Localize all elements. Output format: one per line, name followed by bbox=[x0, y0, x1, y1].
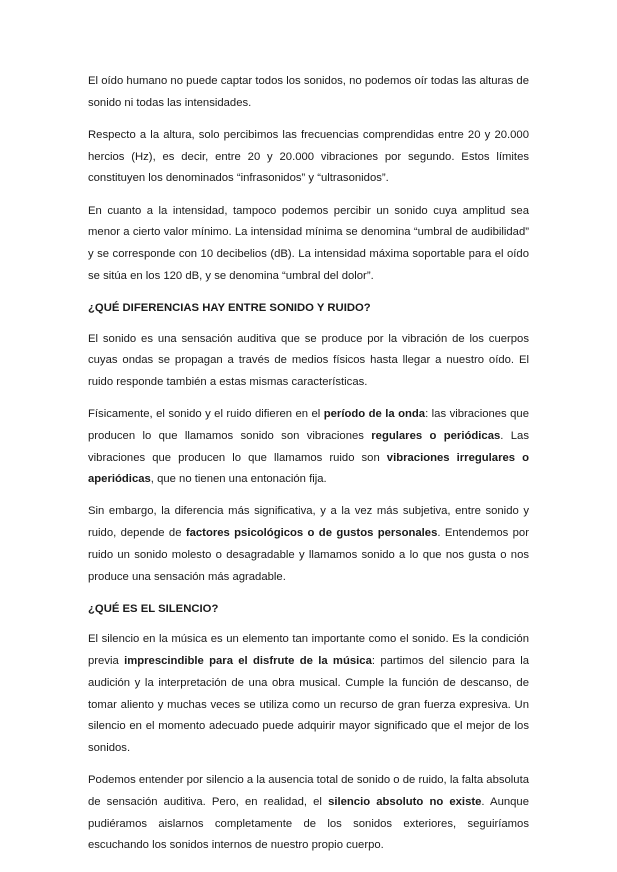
text-run: , que no tienen una entonación fija. bbox=[150, 473, 327, 486]
heading-silence: ¿QUÉ ES EL SILENCIO? bbox=[88, 602, 219, 615]
paragraph-silence-music bbox=[88, 629, 529, 759]
text-run: Sin embargo, la diferencia más significativa, y a la vez más subjetiva, entre sonido y ruido, depende de bbox=[88, 505, 529, 540]
paragraph-sound-definition: El sonido es una sensación auditiva que se produce por la vibración de los cuerpos cuyas ondas se propagan a través de medios físicos hasta llegar a nuestro oído. El ruido responde también a estas mismas características. bbox=[88, 332, 529, 388]
text-run: : las vibraciones que producen lo que llamamos sonido son vibraciones bbox=[88, 408, 529, 442]
text-run: . Entendemos por ruido un sonido molesto o desagradable y llamamos sonido a lo que nos gusta o nos produce una sensación más agradable. bbox=[88, 527, 529, 583]
text-run: . Las vibraciones que producen lo que llamamos ruido son bbox=[88, 429, 529, 464]
paragraph-frequency: Respecto a la altura, solo percibimos las frecuencias comprendidas entre 20 y 20.000 hercios (Hz), es decir, entre 20 y 20.000 vibraciones por segundo. Estos límites constituyen los denominados “infrasonidos” y “ultrasonidos”. bbox=[88, 128, 529, 185]
bold-text: período de la onda bbox=[323, 408, 426, 421]
paragraph-physical-difference bbox=[88, 404, 529, 491]
text-run: : partimos del silencio para la audición y la interpretación de una obra musical. Cumple la función de descanso, de tomar aliento y muchas veces se utiliza como un recurso de gran fuerza expresiva. Un silencio en el momento adecuado puede adquirir mayor significado que el mejor de los sonidos. bbox=[88, 655, 529, 754]
paragraph-intensity: En cuanto a la intensidad, tampoco podemos percibir un sonido cuya amplitud sea menor a cierto valor mínimo. La intensidad mínima se denomina “umbral de audibilidad” y se corresponde con 10 decibelios (dB). La intensidad máxima soportable para el oído se sitúa en los 120 dB, y se denomina “umbral del dolor”. bbox=[88, 204, 529, 282]
text-run: El silencio en la música es un elemento tan importante como el sonido. Es la condición previa bbox=[88, 633, 529, 668]
bold-text: vibraciones irregulares o aperiódicas bbox=[88, 451, 529, 486]
text-run: Podemos entender por silencio a la ausencia total de sonido o de ruido, la falta absoluta de sensación auditiva. Pero, en realidad, el bbox=[88, 774, 529, 808]
text-run: . Aunque pudiéramos aislarnos completamente de los sonidos exteriores, seguiríamos escuchando los sonidos internos de nuestro propio cuerpo. bbox=[88, 795, 529, 852]
paragraph-absolute-silence bbox=[88, 770, 529, 857]
bold-text: factores psicológicos o de gustos personales bbox=[185, 527, 438, 540]
bold-text: regulares o periódicas bbox=[371, 429, 501, 442]
text-run: Físicamente, el sonido y el ruido difieren en el bbox=[88, 408, 324, 421]
bold-text: imprescindible para el disfrute de la música bbox=[124, 655, 372, 668]
paragraph-hearing-limits: El oído humano no puede captar todos los sonidos, no podemos oír todas las alturas de sonido ni todas las intensidades. bbox=[88, 75, 529, 109]
heading-sound-vs-noise: ¿QUÉ DIFERENCIAS HAY ENTRE SONIDO Y RUIDO? bbox=[88, 301, 371, 314]
bold-text: silencio absoluto no existe bbox=[328, 795, 482, 808]
paragraph-subjective-difference bbox=[88, 501, 529, 588]
